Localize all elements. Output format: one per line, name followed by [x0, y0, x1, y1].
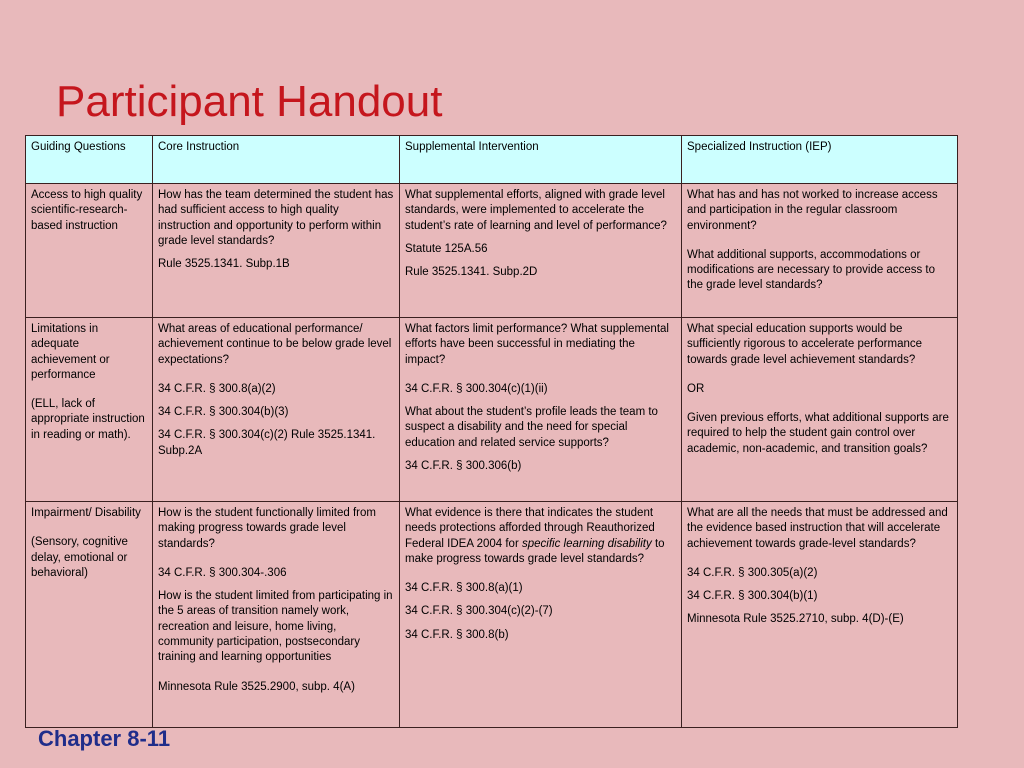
table-row [26, 502, 958, 728]
emphasis-text: specific learning disability [521, 537, 652, 550]
cell-text: What additional supports, accommodations or modifications are necessary to provide access to the grade level standards? [687, 248, 936, 292]
guiding-cell [26, 184, 153, 318]
citation: 34 C.F.R. § 300.305(a)(2) [687, 566, 818, 579]
cell-text: What supplemental efforts, aligned with grade level standards, were implemented to accelerate the student’s rate of learning and level of performance? [405, 189, 667, 232]
handout-table [25, 135, 958, 728]
cell-text: How has the team determined the student has had sufficient access to high quality instruction and opportunity to perform within grade level standards? [158, 189, 394, 247]
citation: Rule 3525.1341. Subp.1B [158, 258, 290, 271]
cell-text: Limitations in adequate achievement or performance [31, 323, 110, 381]
core-cell [153, 502, 400, 728]
cell-text: (Sensory, cognitive delay, emotional or behavioral) [31, 536, 128, 579]
citation: 34 C.F.R. § 300.304(c)(2)-(7) [405, 605, 553, 618]
supplemental-cell [400, 184, 682, 318]
citation: 34 C.F.R. § 300.304(b)(3) [158, 406, 289, 419]
citation: Minnesota Rule 3525.2900, subp. 4(A) [158, 680, 355, 693]
guiding-cell [26, 318, 153, 502]
table-header-row [26, 136, 958, 184]
specialized-cell [682, 184, 958, 318]
core-cell [153, 318, 400, 502]
cell-text: Given previous efforts, what additional supports are required to help the student gain control over academic, non-academic, and transition goals? [687, 412, 949, 455]
citation: 34 C.F.R. § 300.304(c)(1)(ii) [405, 382, 548, 395]
cell-text: How is the student limited from participating in the 5 areas of transition namely work, recreation and leisure, home living, community participation, postsecondary training and learning opportunities [158, 590, 393, 664]
citation: 34 C.F.R. § 300.306(b) [405, 460, 522, 473]
citation: Rule 3525.1341. Subp.2D [405, 266, 538, 279]
cell-text: What areas of educational performance/ achievement continue to be below grade level expectations? [158, 323, 392, 366]
citation: 34 C.F.R. § 300.8(b) [405, 628, 509, 641]
guiding-cell [26, 502, 153, 728]
cell-text: What special education supports would be sufficiently rigorous to accelerate performance towards grade level achievement standards? [687, 323, 923, 366]
citation: 34 C.F.R. § 300.304-.306 [158, 566, 287, 579]
header-supplemental-intervention: Supplemental Intervention [400, 136, 682, 184]
citation: 34 C.F.R. § 300.304(c)(2) Rule 3525.1341. Subp.2A [158, 429, 376, 457]
cell-text: How is the student functionally limited from making progress towards grade level standards? [158, 507, 376, 550]
text-segment: to make progress towards grade level standards? [405, 537, 665, 565]
cell-text: Impairment/ Disability [31, 507, 141, 519]
table-row [26, 318, 958, 502]
supplemental-cell [400, 502, 682, 728]
slide-title: Participant Handout [56, 77, 443, 126]
citation: Minnesota Rule 3525.2710, subp. 4(D)-(E) [687, 613, 904, 626]
chapter-label: Chapter 8-11 [38, 726, 171, 751]
core-cell [153, 184, 400, 318]
header-guiding-questions: Guiding Questions [26, 136, 153, 184]
table-row [26, 184, 958, 318]
cell-text: OR [687, 382, 705, 395]
cell-text: What are all the needs that must be addressed and the evidence based instruction that will accelerate achievement towards grade-level standards? [687, 507, 948, 550]
citation: 34 C.F.R. § 300.304(b)(1) [687, 590, 818, 603]
citation: 34 C.F.R. § 300.8(a)(1) [405, 582, 523, 595]
cell-text: What has and has not worked to increase access and participation in the regular classroom environment? [687, 189, 938, 232]
supplemental-cell [400, 318, 682, 502]
citation: 34 C.F.R. § 300.8(a)(2) [158, 382, 276, 395]
specialized-cell [682, 502, 958, 728]
cell-text: (ELL, lack of appropriate instruction in reading or math). [31, 398, 145, 441]
cell-text: What about the student’s profile leads the team to suspect a disability and the need for special education and related service supports? [405, 406, 658, 449]
cell-text [405, 506, 676, 567]
cell-text: Access to high quality scientific-research-based instruction [31, 189, 143, 232]
cell-text: What factors limit performance? What supplemental efforts have been successful in mediating the impact? [405, 323, 669, 366]
citation: Statute 125A.56 [405, 242, 488, 255]
header-core-instruction: Core Instruction [153, 136, 400, 184]
header-specialized-instruction: Specialized Instruction (IEP) [682, 136, 958, 184]
specialized-cell [682, 318, 958, 502]
text-segment: What evidence is there that indicates the student needs protections afforded through Reauthorized Federal IDEA 2004 for [405, 507, 655, 550]
